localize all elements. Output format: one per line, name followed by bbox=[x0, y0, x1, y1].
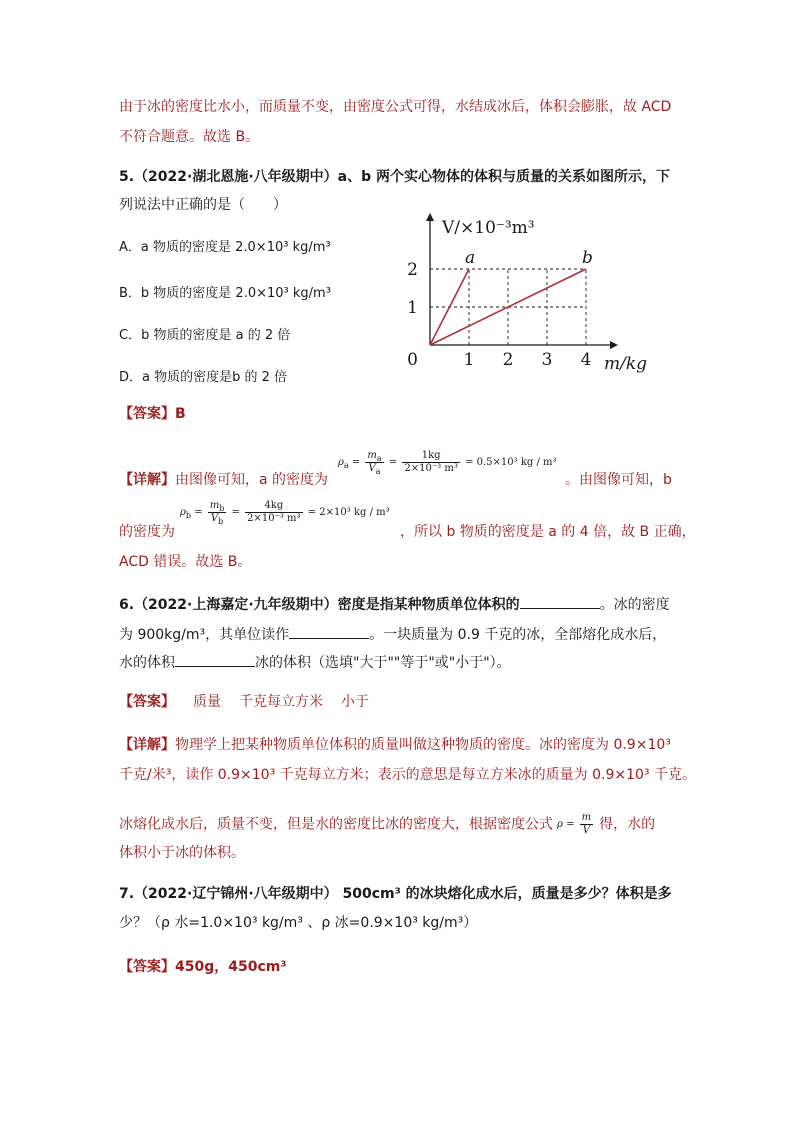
formula-subscript: b bbox=[185, 511, 192, 520]
q5-option-a: A．a 物质的密度是 2.0×10³ kg/m³ bbox=[119, 240, 331, 255]
x-axis-arrow bbox=[610, 341, 618, 349]
q6-stem-text: 为 900kg/m³，其单位读作 bbox=[119, 627, 290, 643]
q6-stem-text: 水的体积 bbox=[119, 655, 175, 671]
detail-text: 得，水的 bbox=[599, 816, 656, 833]
x-tick-label: 4 bbox=[580, 350, 592, 370]
detail-text: 冰熔化成水后，质量不变，但是水的密度比冰的密度大，根据密度公式 bbox=[119, 816, 553, 833]
formula-symbol: ρ bbox=[338, 457, 344, 468]
q6-stem-text: 。冰的密度 bbox=[599, 597, 670, 613]
q5-detail-line2-end: ，所以 b 物质的密度是 a 的 4 倍，故 B 正确， bbox=[400, 524, 696, 540]
formula-subscript: a bbox=[376, 454, 382, 463]
q6-stem-line3 bbox=[119, 652, 511, 673]
q5-detail-line1 bbox=[119, 470, 328, 490]
formula-numerator: m bbox=[581, 812, 592, 823]
answer-value: 450g，450cm³ bbox=[175, 959, 287, 975]
formula-denominator: 2×10⁻³ m³ bbox=[404, 463, 458, 474]
x-tick-label: 3 bbox=[541, 350, 553, 370]
q4-explanation-line1: 由于冰的密度比水小，而质量不变，由密度公式可得，水结成冰后，体积会膨胀，故 ACD bbox=[119, 99, 672, 115]
formula-denominator: V bbox=[368, 463, 376, 474]
y-tick-label: 1 bbox=[407, 298, 418, 318]
detail-tag: 【详解】 bbox=[119, 472, 175, 488]
answer-value: 小于 bbox=[341, 694, 369, 710]
answer-tag: 【答案】 bbox=[119, 694, 175, 710]
y-axis-arrow bbox=[426, 213, 434, 221]
q6-detail-line2: 千克/米³，读作 0.9×10³ 千克每立方米；表示的意思是每立方米冰的质量为 0.9×10³ 千克。 bbox=[119, 767, 696, 783]
volume-mass-chart bbox=[400, 205, 660, 380]
q6-stem-line2 bbox=[119, 624, 666, 645]
detail-text: 由图像可知，a 的密度为 bbox=[175, 472, 329, 488]
formula-denominator: V bbox=[582, 825, 590, 836]
formula-result: = 0.5×10³ kg / m³ bbox=[465, 457, 557, 468]
q7-stem-line1: 7.（2022·辽宁锦州·八年级期中） 500cm³ 的冰块熔化成水后，质量是多少？体积是多 bbox=[119, 886, 672, 902]
formula-subscript: a bbox=[343, 461, 349, 470]
q6-stem-line1 bbox=[119, 594, 670, 615]
q5-detail-line3: ACD 错误。故选 B。 bbox=[119, 554, 252, 570]
density-formula-a: $\rho_a$ = $\frac{m_a}{V_a}$ = $\frac{1kg}{\text{2×10⁻³ m³}}$ = 0.5×10³ kg / m³ bbox=[338, 450, 557, 476]
x-tick-label: 2 bbox=[502, 350, 514, 370]
series-label-b: b bbox=[582, 248, 593, 268]
q6-stem-text: 6.（2022·上海嘉定·九年级期中）密度是指某种物质单位体积的 bbox=[119, 597, 520, 613]
q4-explanation-line2: 不符合题意。故选 B。 bbox=[119, 129, 260, 145]
series-label-a: a bbox=[465, 248, 476, 268]
q5-stem-line2: 列说法中正确的是（ ） bbox=[119, 197, 287, 213]
y-tick-label: 2 bbox=[407, 260, 418, 280]
q6-answer bbox=[119, 692, 369, 712]
formula-symbol: ρ bbox=[557, 819, 563, 830]
answer-tag: 【答案】 bbox=[119, 406, 175, 422]
density-formula: ρ = $\frac{m}{V}$ bbox=[557, 812, 592, 836]
fill-blank-3[interactable] bbox=[175, 652, 255, 667]
q5-option-d: D．a 物质的密度是b 的 2 倍 bbox=[119, 370, 288, 385]
formula-subscript: b bbox=[219, 504, 225, 513]
q7-answer bbox=[119, 957, 287, 977]
y-axis-label: V/×10⁻³m³ bbox=[442, 218, 535, 238]
q5-stem-line1: 5.（2022·湖北恩施·八年级期中）a、b 两个实心物体的体积与质量的关系如图所示，下 bbox=[119, 169, 671, 185]
formula-numerator: m bbox=[367, 450, 377, 461]
formula-numerator: m bbox=[209, 500, 220, 511]
answer-value: 千克每立方米 bbox=[239, 694, 323, 710]
q6-detail-line4: 体积小于冰的体积。 bbox=[119, 845, 245, 861]
fill-blank-1[interactable] bbox=[520, 594, 600, 609]
series-line-a bbox=[430, 269, 469, 345]
x-axis-label: m/kg bbox=[604, 354, 648, 374]
q6-stem-text: 。一块质量为 0.9 千克的冰，全部熔化成水后， bbox=[369, 627, 667, 643]
detail-tag: 【详解】 bbox=[119, 737, 175, 753]
q6-stem-text: 冰的体积（选填"大于""等于"或"小于"）。 bbox=[255, 655, 511, 671]
q6-detail-line1 bbox=[119, 735, 671, 755]
formula-denominator: 2×10⁻³ m³ bbox=[247, 513, 301, 524]
q6-detail-line3 bbox=[119, 812, 655, 837]
q5-detail-line2: 的密度为 bbox=[119, 524, 175, 540]
x-tick-label: 1 bbox=[463, 350, 475, 370]
formula-symbol: ρ bbox=[180, 507, 186, 518]
q5-option-b: B．b 物质的密度是 2.0×10³ kg/m³ bbox=[119, 286, 331, 301]
answer-tag: 【答案】 bbox=[119, 959, 175, 975]
q7-stem-line2: 少？（ρ 水=1.0×10³ kg/m³ 、ρ 冰=0.9×10³ kg/m³） bbox=[119, 915, 478, 931]
origin-label: 0 bbox=[407, 350, 418, 370]
formula-subscript: a bbox=[375, 467, 381, 476]
formula-numerator: 4kg bbox=[245, 500, 302, 513]
formula-numerator: 1kg bbox=[402, 450, 459, 463]
density-formula-b: $\rho_b$ = $\frac{m_b}{V_b}$ = $\frac{4kg}{\text{2×10⁻³ m³}}$ = 2×10³ kg / m³ bbox=[180, 500, 390, 526]
q5-option-c: C．b 物质的密度是 a 的 2 倍 bbox=[119, 328, 291, 343]
formula-denominator: V bbox=[210, 513, 219, 524]
q5-answer bbox=[119, 404, 186, 424]
formula-result: = 2×10³ kg / m³ bbox=[307, 507, 390, 518]
q5-detail-line1-end: 。由图像可知，b bbox=[565, 472, 672, 488]
answer-value: B bbox=[175, 406, 186, 422]
detail-text: 物理学上把某种物质单位体积的质量叫做这种物质的密度。冰的密度为 0.9×10³ bbox=[175, 737, 671, 753]
answer-value: 质量 bbox=[193, 694, 221, 710]
formula-subscript: b bbox=[218, 517, 224, 526]
fill-blank-2[interactable] bbox=[289, 624, 369, 639]
